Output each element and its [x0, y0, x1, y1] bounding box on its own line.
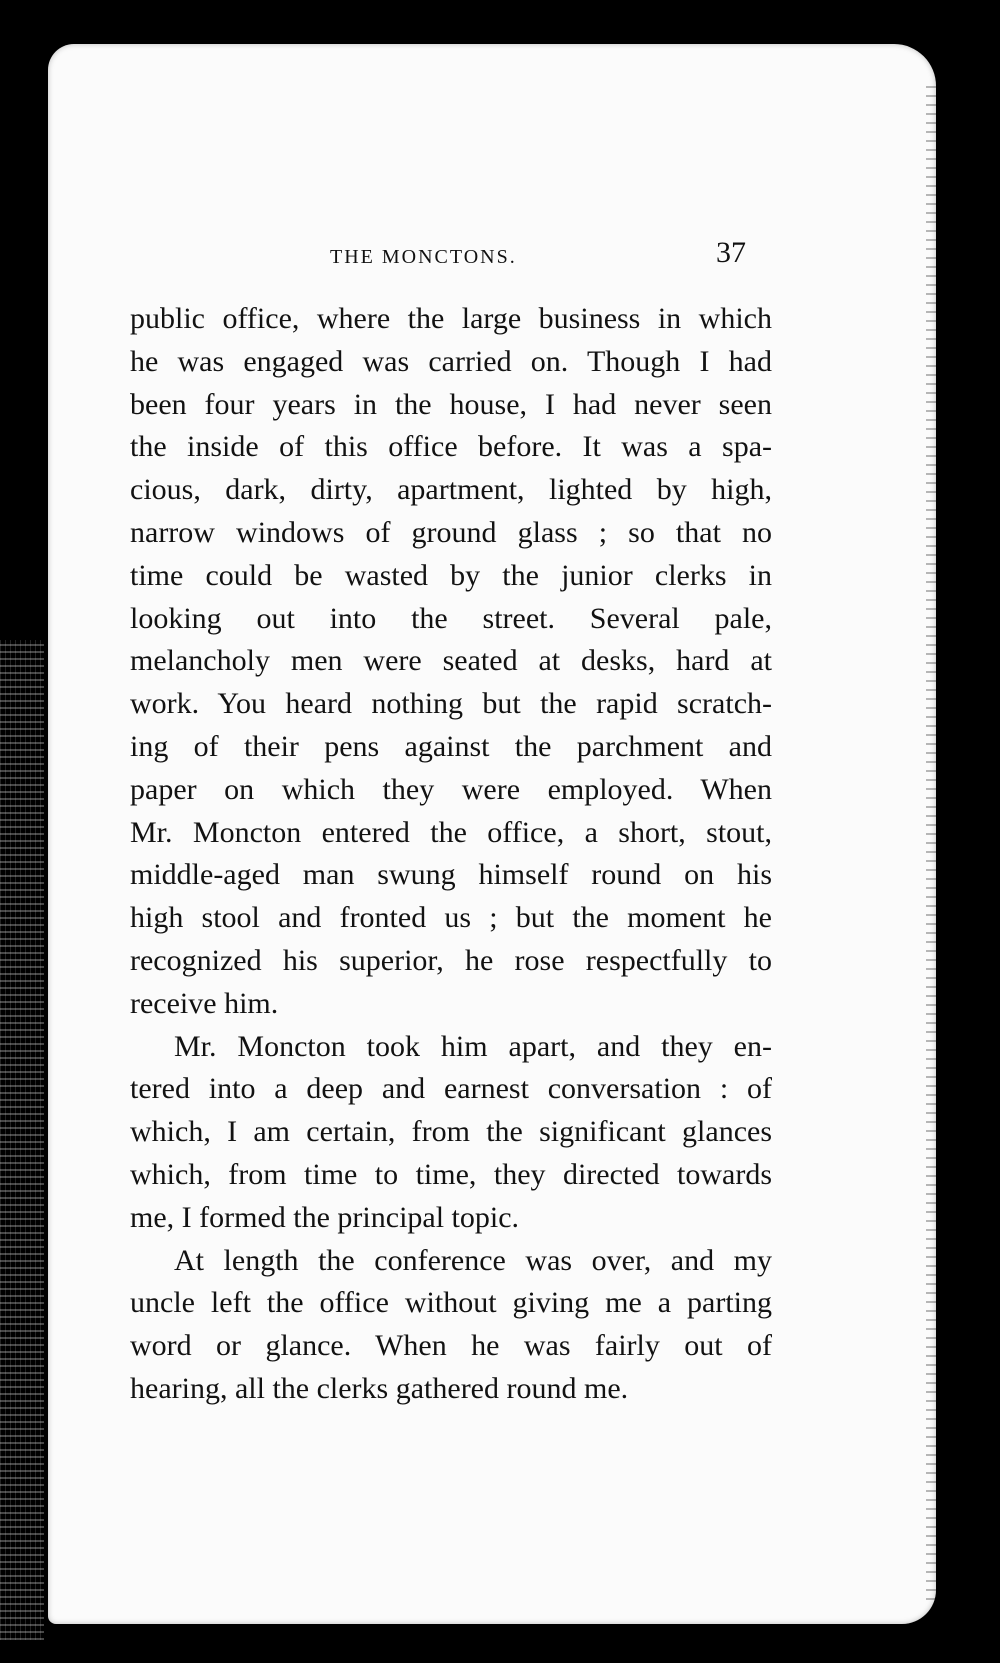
text-line: At length the conference was over, and my: [174, 1243, 772, 1277]
body-text: [130, 298, 772, 1411]
page-edge-left: [0, 640, 44, 1640]
text-line: he was engaged was carried on. Though I had: [130, 344, 772, 378]
text-line: been four years in the house, I had never seen: [130, 387, 772, 421]
text-line: middle-aged man swung himself round on his: [130, 858, 772, 892]
page-edge-right: [926, 80, 946, 1600]
text-line: hearing, all the clerks gathered round me.: [130, 1371, 629, 1405]
text-line: tered into a deep and earnest conversation : of: [130, 1072, 772, 1106]
text-line: ing of their pens against the parchment and: [130, 729, 772, 763]
text-line: me, I formed the principal topic.: [130, 1200, 520, 1234]
text-line: Mr. Moncton entered the office, a short, stout,: [130, 815, 772, 849]
text-line: time could be wasted by the junior clerks in: [130, 558, 772, 592]
text-line: high stool and fronted us ; but the moment he: [130, 901, 772, 935]
page-number: 37: [716, 236, 746, 269]
text-line: receive him.: [130, 986, 279, 1020]
text-line: cious, dark, dirty, apartment, lighted by high,: [130, 473, 772, 507]
paragraph-3: [130, 1240, 772, 1411]
text-line: paper on which they were employed. When: [130, 772, 772, 806]
text-line: work. You heard nothing but the rapid scratch-: [130, 687, 772, 721]
text-line: which, I am certain, from the significant glances: [130, 1115, 772, 1149]
text-line: narrow windows of ground glass ; so that no: [130, 515, 772, 549]
text-line: recognized his superior, he rose respectfully to: [130, 943, 772, 977]
text-line: public office, where the large business in which: [130, 302, 772, 335]
text-line: which, from time to time, they directed towards: [130, 1157, 772, 1191]
text-line: word or glance. When he was fairly out of: [130, 1329, 772, 1363]
text-line: looking out into the street. Several pale,: [130, 601, 772, 635]
text-line: uncle left the office without giving me a parting: [130, 1286, 772, 1320]
paragraph-2: [130, 1026, 772, 1240]
running-head: THE MONCTONS.: [330, 246, 517, 268]
text-line: melancholy men were seated at desks, hard at: [130, 644, 772, 678]
text-line: Mr. Moncton took him apart, and they en-: [174, 1029, 772, 1063]
text-line: the inside of this office before. It was a spa-: [130, 430, 772, 464]
paragraph-1: [130, 298, 772, 1026]
